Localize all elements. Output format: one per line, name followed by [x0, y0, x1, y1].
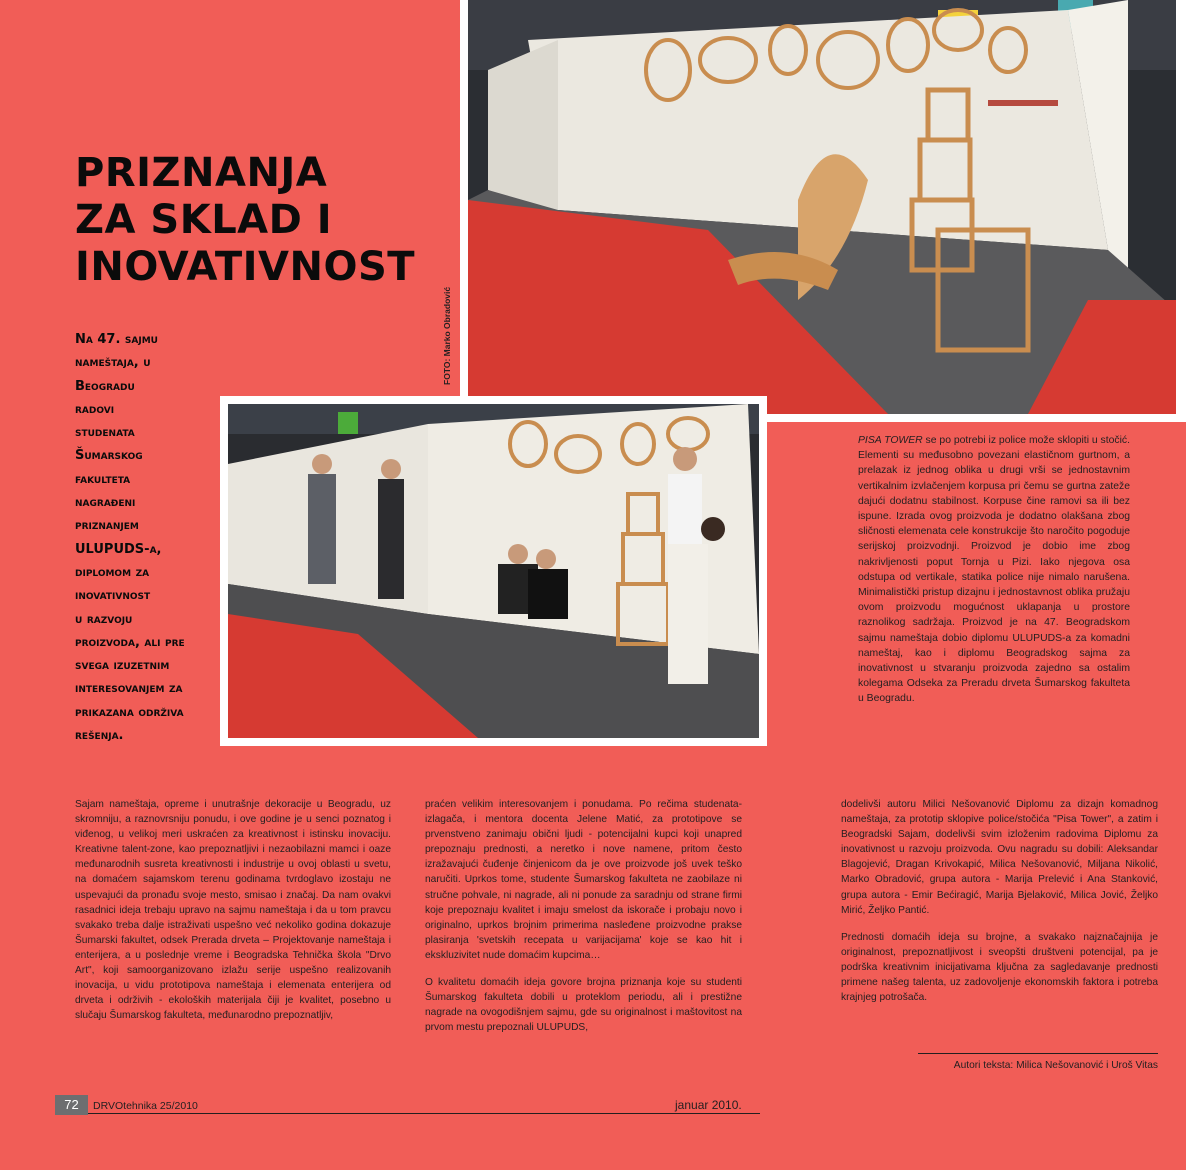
lead-line: u razvoju	[75, 611, 133, 627]
title-line-3: INOVATIVNOST	[75, 244, 416, 290]
footer-divider	[88, 1113, 760, 1114]
article-lead	[75, 328, 215, 747]
lead-line: Šumarskog	[75, 448, 143, 464]
caption-text: se po potrebi iz police može sklopiti u stočić. Elementi su međusobno povezani elastičnom gurtnom, a prelazak iz jednog oblika u drugi vrši se jednostavnim vertikalnim izvlačenjem korpusa pri čemu se gurtna zateže dajući dodatnu stabilnost. Korpuse čine ramovi sa ili bez ispune. Izrada ovog proizvoda je dodatno olakšana zbog sličnosti elemenata cele konstrukcije što naročito pogoduje serijskoj proizvodnji. Proizvod je dobio ime zbog nakrivljenosti poput Tornja u Pizi. Iako njegova osa odstupa od vertikale, statika police nije nimalo narušena. Minimalistički pristup dizajnu i jednostavnost oblika pružaju ovom proizvodu mogućnost uklapanja u prostore raznolikog sadržaja. Proizvod je na 47. Beogradskom sajmu nameštaja dobio diplomu ULUPUDS-a za komadni nameštaj, kao i diplomu Beogradskog sajma za inovativnost u stvaranju proizvoda zajedno sa ostalim kolegama Odseka za Preradu drveta Šumarskog fakulteta u Beogradu.	[858, 435, 1131, 705]
photo-students-at-booth	[220, 396, 767, 746]
lead-line: nagrađeni	[75, 495, 136, 511]
body-paragraph: O kvalitetu domaćih ideja govore brojna priznanja koje su studenti Šumarskog fakulteta dobili u proteklom periodu, ali i prestižne nagrade na ovogodišnjem sajmu, gde su originalnost i maštovitost na prvom mestu prepoznali ULUPUDS,	[425, 977, 742, 1034]
body-column-1	[75, 797, 391, 1035]
authors-divider	[918, 1053, 1158, 1054]
lead-line: studenata	[75, 425, 135, 441]
lead-line: rešenja.	[75, 728, 124, 744]
body-paragraph: dodelivši autoru Milici Nešovanović Diplomu za dizajn komadnog nameštaja, za prototip sklopive police/stočića "Pisa Tower", a zatim i Beogradski Sajam, dodelivši svim izloženim radovima Diplomu za inovativnost u razvoju proizvoda. Ovu nagradu su dobili: Aleksandar Blagojević, Dragan Krivokapić, Milica Nešovanović, Miljana Nikolić, Marko Obradović, grupa autora - Marija Prelević i Ana Stanković, grupa autora - Emir Bećiragić, Marija Bjelaković, Milica Jović, Željko Mirić, Željko Pantić.	[841, 799, 1158, 916]
issue-date: januar 2010.	[675, 1098, 742, 1112]
lead-line: proizvoda, ali pre	[75, 634, 185, 650]
lead-line: diplomom za	[75, 564, 150, 580]
magazine-name: DRVOtehnika 25/2010	[93, 1100, 198, 1112]
body-paragraph: Sajam nameštaja, opreme i unutrašnje dekoracije u Beogradu, uz skromniju, a raznovrsniju ponudu, i ove godine je u senci poznatog i viđenog, u velikoj meri uskraćen za kreativnost i istinsku inovaciju. Kreativne talent-zone, kao prepoznatljivi i nezaobilazni mamci i oaze međunarodnih susreta kreativnosti i industrije u ovoj oblasti u svetu, na domaćem sajamskom terenu godinama tvrdoglavo izostaju ne uspevajući da pronađu svoje mesto, smisao i značaj. Da nam ovakvi rasadnici ideja trebaju upravo na sajmu nameštaja i da u tom pravcu svakako treba dalje istraživati uspešno već nekoliko godina dokazuje Šumarski fakultet, odsek Prerada drveta – Projektovanje nameštaja i enterijera, a u poslednje vreme i Beogradska Tehnička škola "Drvo Art", koji samoorganizovano izlažu serije uspešno realizovanih inovacija, u vidu prototipova nameštaja i elemenata enterijera od drveta i održivih - ekoloških materijala čiji je kvalitet, posebno u slučaju Šumarskog fakulteta, međunarodno prepoznatljiv,	[75, 799, 391, 1022]
body-column-3	[841, 797, 1158, 1017]
lead-line: priznanjem	[75, 518, 139, 534]
lead-line: prikazana održiva	[75, 704, 184, 720]
lead-line: interesovanjem za	[75, 681, 183, 697]
lead-line: Beogradu	[75, 378, 135, 394]
photo-caption	[858, 433, 1130, 707]
article-title	[75, 150, 445, 291]
lead-line: fakulteta	[75, 471, 131, 487]
title-line-2: ZA SKLAD I	[75, 197, 333, 243]
caption-product-name: PISA TOWER	[858, 435, 923, 446]
article-authors: Autori teksta: Milica Nešovanović i Uroš Vitas	[953, 1060, 1158, 1071]
lead-line: svega izuzetnim	[75, 658, 170, 674]
students-photo-illustration	[228, 404, 759, 738]
page-number: 72	[55, 1095, 88, 1115]
photo-exhibition-booth	[460, 0, 1186, 422]
booth-photo-illustration	[468, 0, 1176, 414]
lead-line: nameštaja, u	[75, 355, 151, 371]
body-column-2	[425, 797, 742, 1047]
lead-line: Na 47. sajmu	[75, 332, 158, 347]
body-paragraph: Prednosti domaćih ideja su brojne, a svakako najznačajnija je originalnost, prepoznatljivost i sveopšti društveni potencijal, pa je podrška kreativnim inicijativama ključna za sagledavanje prednosti primene našeg talenta, uz zadovoljenje ekonomskih faktora i potreba krajnjeg potrošača.	[841, 931, 1158, 1004]
lead-line: inovativnost	[75, 588, 151, 604]
lead-line: radovi	[75, 401, 115, 417]
body-paragraph: praćen velikim interesovanjem i ponudama. Po rečima studenata-izlagača, i mentora docenta Jelene Matić, za prototipove se prvenstveno zanimaju obični ljudi - potencijalni kupci koji unapred prepoznaju prednosti, a neretko i nove namene, pritom često izražavajući čuđenje činjenicom da je ove proizvode još uvek teško naručiti. Uprkos tome, studente Šumarskog fakulteta ne zaobilaze ni stručne pohvale, ni nagrade, ali ni ponude za saradnju od strane firmi koje prepoznaju kvalitet i imaju smelost da iskorače i probaju novo i originalno, uprkos brojnim primerima nasleđene proizvodne prakse plasiranja 'svetskih recepata u varijacijama' koje se kao hit i ekskluzivitet nude domaćim kupcima…	[425, 799, 742, 961]
photo-credit: FOTO: Marko Obradović	[442, 286, 452, 385]
title-line-1: PRIZNANJA	[75, 150, 328, 196]
lead-line: ULUPUDS-a,	[75, 541, 162, 557]
